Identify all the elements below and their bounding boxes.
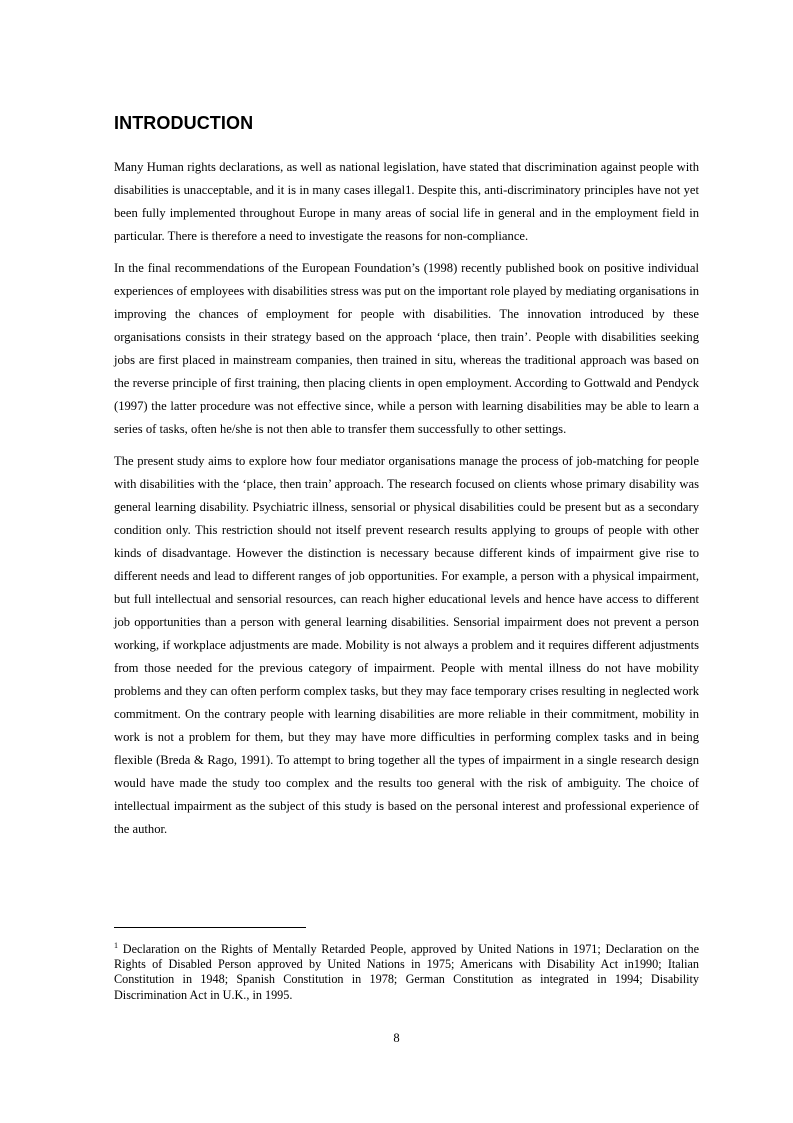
- footnote-marker: 1: [114, 941, 118, 950]
- paragraph-2: In the final recommendations of the European Foundation’s (1998) recently published book on positive individual experiences of employees with disabilities stress was put on the important role played by mediating organisations in improving the chances of employment for people with disabilities. The innovation introduced by these organisations consists in their strategy based on the approach ‘place, then train’. People with disabilities seeking jobs are first placed in mainstream companies, then trained in situ, whereas the traditional approach was based on the reverse principle of first training, then placing clients in open employment. According to Gottwald and Pendyck (1997) the latter procedure was not effective since, while a person with learning disabilities may be able to learn a series of tasks, often he/she is not then able to transfer them successfully to other settings.: [114, 261, 699, 436]
- footnote-separator: [114, 927, 306, 928]
- page-number: 8: [393, 1031, 400, 1045]
- body-text: [114, 156, 699, 850]
- section-heading: INTRODUCTION: [114, 113, 254, 133]
- paragraph-3: The present study aims to explore how four mediator organisations manage the process of job-matching for people with disabilities with the ‘place, then train’ approach. The research focused on clients whose primary disability was general learning disability. Psychiatric illness, sensorial or physical disabilities could be present but as a secondary condition only. This restriction should not itself prevent research results applying to groups of people with other kinds of disadvantage. However the distinction is necessary because different kinds of impairment give rise to different needs and lead to different ranges of job opportunities. For example, a person with a physical impairment, but full intellectual and sensorial resources, can reach higher educational levels and hence have access to different job opportunities than a person with general learning disabilities. Sensorial impairment does not prevent a person working, if workplace adjustments are made. Mobility is not always a problem and it requires different adjustments from those needed for the previous category of impairment. People with mental illness do not have mobility problems and they can often perform complex tasks, but they may face temporary crises resulting in neglected work commitment. On the contrary people with learning disabilities are more reliable in their commitment, mobility in work is not a problem for them, but they may have more difficulties in performing complex tasks and in being flexible (Breda & Rago, 1991). To attempt to bring together all the types of impairment in a single research design would have made the study too complex and the results too general with the risk of ambiguity. The choice of intellectual impairment as the subject of this study is based on the personal interest and professional experience of the author.: [114, 454, 699, 836]
- paragraph-1: Many Human rights declarations, as well as national legislation, have stated that discrimination against people with disabilities is unacceptable, and it is in many cases illegal1. Despite this, anti-discriminatory principles have not yet been fully implemented throughout Europe in many areas of social life in general and in the employment field in particular. There is therefore a need to investigate the reasons for non-compliance.: [114, 160, 699, 243]
- footnote: [114, 942, 699, 1003]
- footnote-text: Declaration on the Rights of Mentally Retarded People, approved by United Nations in 1971; Declaration on the Rights of Disabled Person approved by United Nations in 1975; Americans with Disability Act in1990; Italian Constitution in 1948; Spanish Constitution in 1978; German Constitution as integrated in 1994; Disability Discrimination Act in U.K., in 1995.: [114, 942, 699, 1002]
